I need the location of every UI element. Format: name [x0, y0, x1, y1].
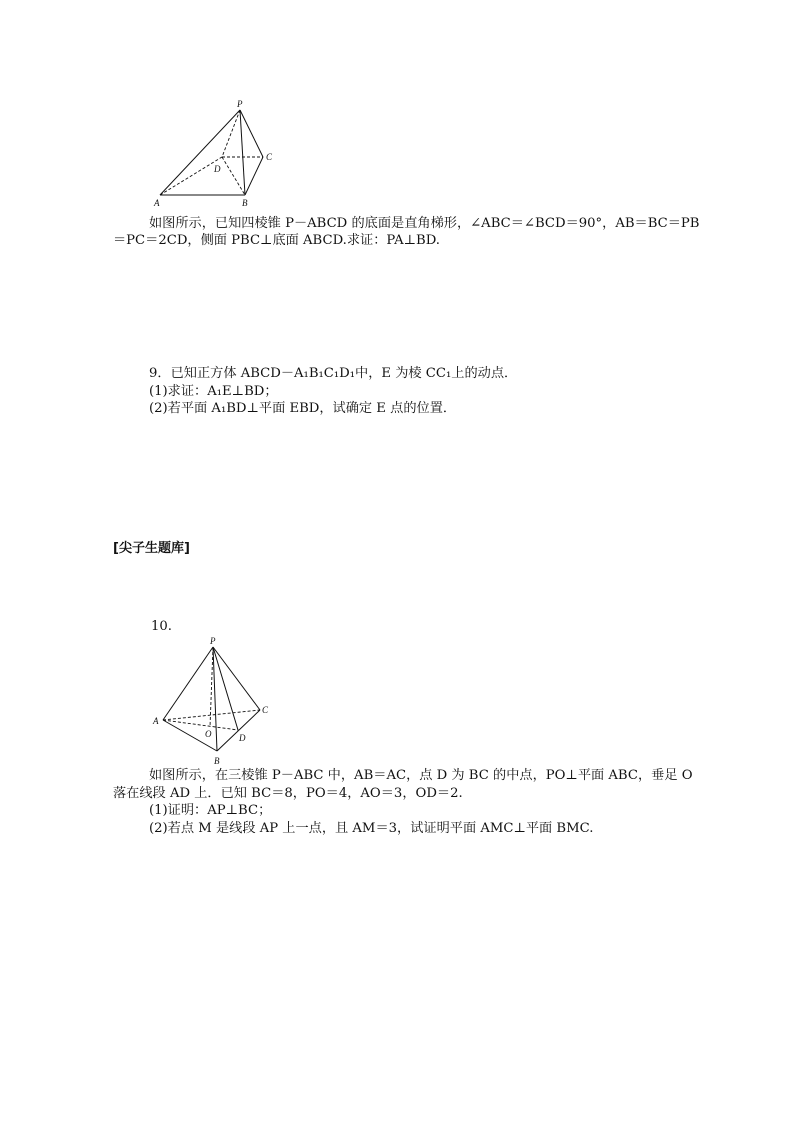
edge-pb — [213, 647, 217, 751]
edge-pc — [213, 647, 260, 710]
section-title: [尖子生题库] — [113, 541, 190, 556]
problem10-text-line2: 落在线段 AD 上．已知 BC＝8，PO＝4，AO＝3，OD＝2. — [113, 786, 463, 801]
tetrahedron-pabc-figure — [150, 633, 280, 767]
edge-bd-hidden — [222, 157, 245, 195]
problem10-part2: (2)若点 M 是线段 AP 上一点，且 AM＝3，试证明平面 AMC⊥平面 BMC. — [149, 821, 594, 836]
edge-ad-hidden — [163, 720, 238, 730]
pyramid-pabcd-figure — [150, 98, 280, 210]
label-o: O — [205, 729, 212, 739]
problem8-text-line2: ＝PC＝2CD，侧面 PBC⊥底面 ABCD.求证：PA⊥BD. — [113, 233, 440, 248]
problem10-part1: (1)证明：AP⊥BC； — [149, 803, 272, 818]
problem8-text-line1: 如图所示，已知四棱锥 P－ABCD 的底面是直角梯形，∠ABC＝∠BCD＝90°，AB＝BC＝PB — [149, 216, 700, 231]
problem9-part1: (1)求证：A₁E⊥BD； — [149, 384, 278, 399]
problem10-number: 10. — [151, 619, 172, 634]
label-p: P — [237, 99, 243, 109]
label-a: A — [153, 716, 159, 726]
edge-pa — [163, 647, 213, 720]
edge-pd-hidden — [222, 110, 240, 157]
edge-pd — [213, 647, 238, 730]
edge-bc — [245, 157, 263, 195]
problem9-part2: (2)若平面 A₁BD⊥平面 EBD，试确定 E 点的位置． — [149, 401, 457, 416]
label-b: B — [242, 198, 248, 208]
edge-bc — [217, 710, 260, 751]
label-a: A — [154, 198, 160, 208]
label-c: C — [266, 152, 273, 162]
problem10-text-line1: 如图所示，在三棱锥 P－ABC 中，AB＝AC，点 D 为 BC 的中点，PO⊥平面 ABC，垂足 O — [149, 768, 693, 783]
label-d: D — [214, 164, 221, 174]
label-d: D — [239, 733, 246, 743]
label-p: P — [210, 636, 216, 646]
edge-ac-hidden — [163, 710, 260, 720]
problem9-text-line1: 9．已知正方体 ABCD－A₁B₁C₁D₁中，E 为棱 CC₁上的动点． — [149, 366, 518, 381]
label-c: C — [262, 705, 269, 715]
edge-pc — [240, 110, 263, 157]
edge-pb — [240, 110, 245, 195]
label-b: B — [214, 756, 220, 766]
edge-pa — [160, 110, 240, 195]
